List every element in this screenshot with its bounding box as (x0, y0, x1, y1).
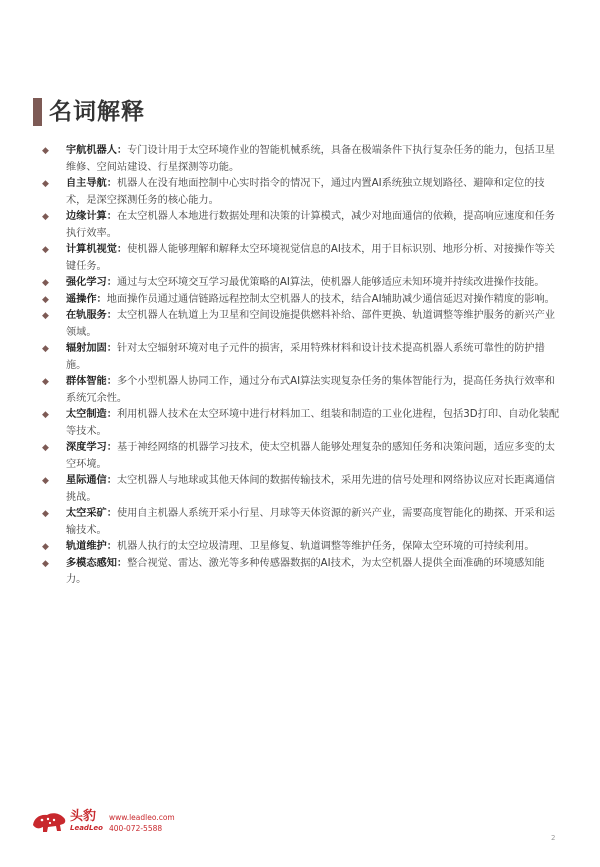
diamond-bullet-icon: ◆ (42, 344, 49, 354)
diamond-bullet-icon: ◆ (42, 179, 49, 189)
diamond-bullet-icon: ◆ (42, 294, 49, 305)
glossary-term: 太空制造： (66, 409, 117, 420)
diamond-bullet-icon: ◆ (42, 311, 49, 321)
glossary-item (42, 440, 562, 473)
glossary-term: 遥操作： (66, 293, 107, 305)
glossary-definition: 基于神经网络的机器学习技术，使太空机器人能够处理复杂的感知任务和决策问题，适应多变的太空环境。 (66, 442, 555, 470)
glossary-item (42, 407, 562, 440)
page-title: 名词解释 (49, 99, 145, 125)
diamond-bullet-icon: ◆ (42, 146, 49, 156)
glossary-item (42, 556, 562, 589)
brand-logo (30, 808, 103, 834)
glossary-definition: 在太空机器人本地进行数据处理和决策的计算模式，减少对地面通信的依赖，提高响应速度和任务执行效率。 (66, 211, 555, 239)
diamond-bullet-icon: ◆ (42, 245, 49, 255)
glossary-definition: 多个小型机器人协同工作，通过分布式AI算法实现复杂任务的集体智能行为，提高任务执行效率和系统冗余性。 (66, 376, 555, 404)
glossary-definition: 机器人执行的太空垃圾清理、卫星修复、轨道调整等维护任务，保障太空环境的可持续利用。 (116, 541, 535, 552)
glossary-term: 在轨服务： (66, 310, 117, 321)
glossary-item (42, 275, 562, 292)
section-heading (33, 98, 145, 126)
logo-english-name: LeadLeo (70, 824, 103, 832)
diamond-bullet-icon: ◆ (42, 558, 49, 569)
glossary-term: 计算机视觉： (66, 244, 128, 255)
glossary-term: 自主导航： (66, 178, 117, 189)
glossary-list (42, 143, 562, 589)
glossary-definition: 机器人在没有地面控制中心实时指令的情况下，通过内置AI系统独立规划路径、避障和定位的技术，是深空探测任务的核心能力。 (66, 178, 545, 206)
glossary-item (42, 242, 562, 275)
diamond-bullet-icon: ◆ (42, 410, 49, 420)
glossary-item (42, 308, 562, 341)
diamond-bullet-icon: ◆ (42, 443, 49, 453)
glossary-definition: 利用机器人技术在太空环境中进行材料加工、组装和制造的工业化进程，包括3D打印、自动化装配等技术。 (66, 409, 560, 437)
heading-accent-bar (33, 98, 42, 126)
glossary-definition: 使用自主机器人系统开采小行星、月球等天体资源的新兴产业，需要高度智能化的勘探、开采和运输技术。 (66, 508, 555, 536)
logo-chinese-name: 头豹 (70, 809, 97, 824)
contact-info (109, 812, 175, 834)
glossary-item (42, 176, 562, 209)
glossary-definition: 通过与太空环境交互学习最优策略的AI算法，使机器人能够适应未知环境并持续改进操作技能。 (116, 277, 545, 288)
glossary-term: 轨道维护： (66, 541, 117, 552)
glossary-item (42, 539, 562, 556)
leopard-logo-icon (30, 808, 68, 834)
glossary-definition: 使机器人能够理解和解释太空环境视觉信息的AI技术，用于目标识别、地形分析、对接操作等关键任务。 (66, 244, 555, 272)
diamond-bullet-icon: ◆ (42, 212, 49, 222)
glossary-item (42, 292, 562, 309)
diamond-bullet-icon: ◆ (42, 476, 49, 486)
glossary-item (42, 473, 562, 506)
glossary-definition: 地面操作员通过通信链路远程控制太空机器人的技术，结合AI辅助减少通信延迟对操作精度的影响。 (106, 293, 555, 305)
diamond-bullet-icon: ◆ (42, 509, 49, 519)
glossary-term: 太空采矿： (66, 508, 117, 519)
diamond-bullet-icon: ◆ (42, 377, 49, 387)
phone-number: 400-072-5588 (109, 824, 163, 833)
glossary-item (42, 506, 562, 539)
diamond-bullet-icon: ◆ (42, 542, 49, 552)
glossary-definition: 太空机器人在轨道上为卫星和空间设施提供燃料补给、部件更换、轨道调整等维护服务的新兴产业领域。 (66, 310, 555, 338)
glossary-definition: 太空机器人与地球或其他天体间的数据传输技术，采用先进的信号处理和网络协议应对长距离通信挑战。 (66, 475, 555, 503)
glossary-term: 辐射加固： (66, 343, 117, 354)
glossary-term: 宇航机器人： (66, 145, 128, 156)
glossary-definition: 整合视觉、雷达、激光等多种传感器数据的AI技术，为太空机器人提供全面准确的环境感知能力。 (66, 557, 545, 585)
website-link[interactable]: www.leadleo.com (109, 813, 175, 822)
glossary-term: 边缘计算： (66, 211, 117, 222)
glossary-term: 多模态感知： (66, 557, 128, 569)
diamond-bullet-icon: ◆ (42, 278, 49, 288)
glossary-item (42, 341, 562, 374)
glossary-term: 强化学习： (66, 277, 117, 288)
glossary-term: 群体智能： (66, 376, 117, 387)
glossary-item (42, 209, 562, 242)
glossary-item (42, 143, 562, 176)
glossary-definition: 针对太空辐射环境对电子元件的损害，采用特殊材料和设计技术提高机器人系统可靠性的防护措施。 (66, 343, 545, 371)
glossary-term: 星际通信： (66, 475, 117, 486)
glossary-definition: 专门设计用于太空环境作业的智能机械系统，具备在极端条件下执行复杂任务的能力，包括卫星维修、空间站建设、行星探测等功能。 (66, 145, 555, 173)
glossary-term: 深度学习： (66, 442, 117, 453)
page-number: 2 (551, 834, 556, 842)
glossary-item (42, 374, 562, 407)
